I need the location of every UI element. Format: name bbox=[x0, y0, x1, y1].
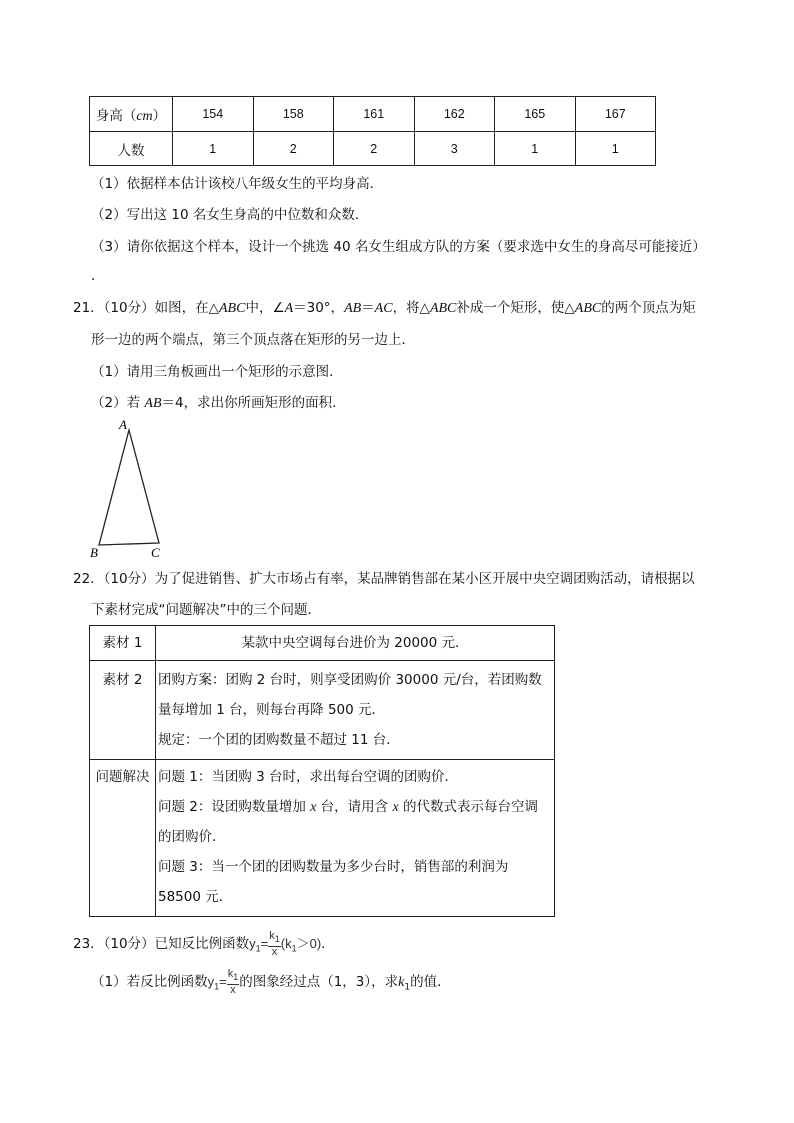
material1-label bbox=[90, 626, 156, 661]
q21-var: AB bbox=[344, 301, 362, 316]
frac-num bbox=[268, 931, 281, 946]
cell-text: 问题解决 bbox=[95, 769, 150, 785]
cell-text: 素材 2 bbox=[102, 672, 143, 688]
table-row bbox=[90, 626, 555, 661]
table-cell: 1 bbox=[575, 132, 656, 166]
q23-text: （1）若反比例函数 bbox=[91, 974, 208, 990]
q21-text: ＝30°， bbox=[293, 300, 345, 316]
vertex-label-b: B bbox=[90, 545, 98, 560]
q21-var: ABC bbox=[219, 301, 246, 316]
q23-line1 bbox=[73, 931, 335, 957]
table-row bbox=[90, 132, 656, 166]
formula-cond-gt: ＞0) bbox=[296, 936, 322, 951]
frac-sub: 1 bbox=[233, 972, 239, 983]
q20-part3-end: ． bbox=[91, 268, 105, 284]
header-label: 身高（ bbox=[95, 107, 137, 124]
cell-text: 的代数式表示每台空调 bbox=[398, 799, 538, 815]
frac-den: x bbox=[271, 945, 278, 958]
table-cell: 2 bbox=[334, 132, 415, 166]
var-k: k bbox=[398, 975, 405, 990]
formula-cond: (k bbox=[280, 936, 292, 951]
formula-fraction bbox=[268, 931, 281, 957]
problem-solving-label bbox=[90, 760, 156, 917]
table-row bbox=[90, 97, 656, 132]
table-row bbox=[90, 760, 555, 917]
frac-sub: 1 bbox=[274, 934, 280, 945]
cell-text: 规定：一个团的团购数量不超过 11 台． bbox=[158, 732, 400, 748]
formula-sub: 1 bbox=[214, 981, 220, 992]
material2-label bbox=[90, 661, 156, 760]
formula-fraction bbox=[227, 969, 240, 995]
table-cell: 3 bbox=[414, 132, 495, 166]
formula-y: y bbox=[207, 974, 215, 989]
table-cell: 162 bbox=[414, 97, 495, 132]
q23-text: ． bbox=[321, 936, 335, 952]
q21-line2: 形一边的两个端点，第三个顶点落在矩形的另一边上． bbox=[91, 332, 415, 348]
q21-var: ABC bbox=[429, 301, 457, 316]
q23-text: 23．（10分）已知反比例函数 bbox=[73, 936, 250, 952]
table-cell: 1 bbox=[173, 132, 254, 166]
problem-solving-text bbox=[156, 760, 555, 917]
cell-text: 58500 元． bbox=[158, 889, 233, 905]
frac-num bbox=[227, 969, 240, 984]
vertex-label-c: C bbox=[151, 545, 160, 560]
cell-text: 团购方案：团购 2 台时，则享受团购价 30000 元/台，若团购数 bbox=[158, 672, 542, 688]
q22-line2: 下素材完成“问题解决”中的三个问题． bbox=[91, 602, 321, 618]
triangle-abc bbox=[99, 430, 159, 545]
q20-part1: （1）依据样本估计该校八年级女生的平均身高． bbox=[91, 176, 384, 192]
formula-eq: = bbox=[260, 936, 269, 951]
frac-k: k bbox=[269, 930, 275, 943]
q21-text: ＝4，求出你所画矩形的面积． bbox=[161, 395, 346, 411]
table-cell: 158 bbox=[253, 97, 334, 132]
triangle-figure bbox=[86, 416, 176, 562]
q20-part3: （3）请你依据这个样本，设计一个挑选 40 名女生组成方队的方案（要求选中女生的身高尽可能接近） bbox=[91, 239, 706, 255]
q21-text: 21．（10分）如图，在△ bbox=[73, 300, 219, 316]
frac-den: x bbox=[230, 983, 236, 996]
cond-sub: 1 bbox=[291, 943, 297, 954]
table-cell: 154 bbox=[173, 97, 254, 132]
vertex-label-a: A bbox=[119, 417, 127, 432]
var-sub: 1 bbox=[404, 982, 411, 993]
table-header-height bbox=[90, 97, 173, 132]
cell-text: 问题 2：设团购数量增加 bbox=[158, 799, 311, 815]
q21-text: 的两个顶点为矩 bbox=[601, 300, 696, 316]
cell-text: 的团购价． bbox=[158, 829, 226, 845]
q21-part1: （1）请用三角板画出一个矩形的示意图． bbox=[91, 364, 343, 380]
table-header-count: 人数 bbox=[90, 132, 173, 166]
q23-text: 的值． bbox=[410, 974, 451, 990]
q23-formula bbox=[207, 968, 240, 996]
var-x: x bbox=[310, 800, 317, 815]
cell-text: 某款中央空调每台进价为 20000 元． bbox=[241, 635, 469, 651]
q23-text: 的图象经过点（1，3），求 bbox=[239, 974, 399, 990]
q23-formula bbox=[249, 930, 322, 958]
table-row bbox=[90, 661, 555, 760]
cell-text: 素材 1 bbox=[102, 635, 143, 651]
material-table bbox=[89, 625, 555, 917]
cell-text bbox=[156, 792, 554, 822]
var-x: x bbox=[392, 800, 399, 815]
q21-var: ABC bbox=[574, 301, 602, 316]
q21-var: AB bbox=[144, 396, 162, 411]
formula-sub: 1 bbox=[255, 943, 261, 954]
q21-var: AC bbox=[374, 301, 393, 316]
q21-text: 补成一个矩形，使△ bbox=[456, 300, 575, 316]
cell-text: 问题 1：当团购 3 台时，求出每台空调的团购价． bbox=[158, 769, 459, 785]
q20-part2: （2）写出这 10 名女生身高的中位数和众数． bbox=[91, 207, 369, 223]
q21-text: ＝ bbox=[361, 300, 375, 316]
q21-part2 bbox=[91, 393, 346, 414]
material1-text bbox=[156, 626, 555, 661]
formula-y: y bbox=[249, 936, 256, 951]
q22-line1: 22．（10分）为了促进销售、扩大市场占有率，某品牌销售部在某小区开展中央空调团购活动，请根据以 bbox=[73, 571, 695, 587]
cell-text: 问题 3：当一个团的团购数量为多少台时，销售部的利润为 bbox=[158, 859, 509, 875]
q21-var: A bbox=[284, 301, 294, 316]
cell-text: 台，请用含 bbox=[316, 799, 393, 815]
height-table bbox=[89, 96, 656, 166]
cell-text: 量每增加 1 台，则每台再降 500 元． bbox=[158, 702, 386, 718]
material2-text bbox=[156, 661, 555, 760]
header-close: ） bbox=[152, 107, 167, 124]
table-cell: 1 bbox=[495, 132, 576, 166]
q21-line1 bbox=[73, 298, 696, 319]
q21-text: 中，∠ bbox=[245, 300, 285, 316]
q21-text: （2）若 bbox=[91, 395, 145, 411]
table-cell: 2 bbox=[253, 132, 334, 166]
formula-eq: = bbox=[219, 974, 227, 989]
table-cell: 167 bbox=[575, 97, 656, 132]
frac-k: k bbox=[227, 968, 234, 981]
q21-text: ，将△ bbox=[392, 300, 430, 316]
q23-part1 bbox=[91, 969, 451, 995]
table-cell: 165 bbox=[495, 97, 576, 132]
table-cell: 161 bbox=[334, 97, 415, 132]
header-unit: cm bbox=[136, 108, 153, 124]
